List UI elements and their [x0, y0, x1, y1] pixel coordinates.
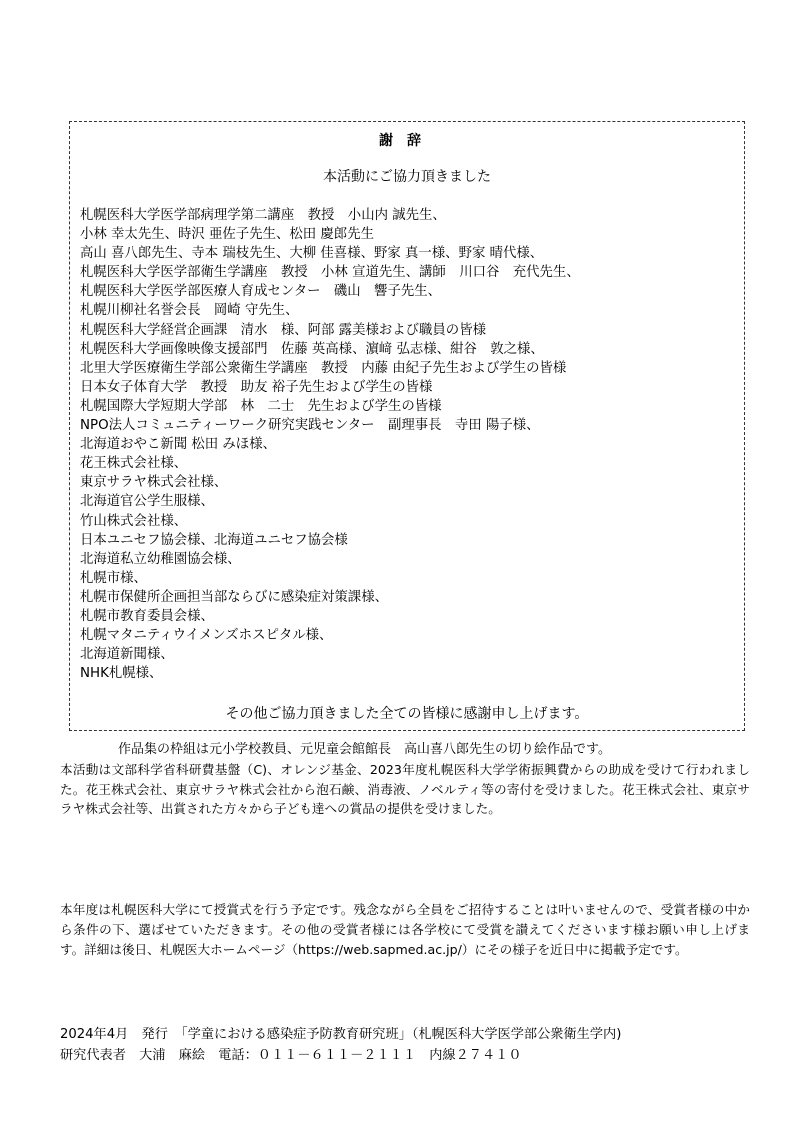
list-item: 札幌川柳社名誉会長 岡崎 守先生、 [80, 303, 299, 319]
list-item: 日本女子体育大学 教授 助友 裕子先生および学生の皆様 [80, 379, 433, 395]
list-item: 札幌市保健所企画担当部ならびに感染症対策課様、 [80, 589, 388, 605]
list-item: 北里大学医療衛生学部公衆衛生学講座 教授 内藤 由紀子先生および学生の皆様 [80, 360, 567, 376]
list-item: 東京サラヤ株式会社様、 [80, 475, 228, 491]
contributor-list [80, 206, 580, 683]
acknowledgments-intro: 本活動にご協力頂きました [323, 169, 491, 185]
publication-info: 2024年4月 発行 「学童における感染症予防教育研究班」（札幌医科大学医学部公衆衛生学内) [60, 1027, 622, 1042]
list-item: 日本ユニセフ協会様、北海道ユニセフ協会様 [80, 532, 348, 548]
list-item: 札幌医科大学医学部病理学第二講座 教授 小山内 誠先生、 [80, 208, 446, 223]
contact-info: 研究代表者 大浦 麻絵 電話：０１１－６１１－２１１１ 内線２７４１０ [60, 1048, 522, 1063]
list-item: 竹山株式会社様、 [80, 513, 188, 529]
list-item: 札幌市教育委員会様、 [80, 608, 214, 624]
list-item: 北海道私立幼稚園協会様、 [80, 551, 241, 567]
list-item: 花王株式会社様、 [80, 456, 188, 472]
list-item: NHK札幌様、 [80, 666, 163, 682]
list-item: 小林 幸太先生、時沢 亜佐子先生、松田 慶郎先生 [80, 227, 374, 243]
acknowledgments-box [69, 121, 745, 731]
funding-paragraph: 本活動は文部科学省科研費基盤（C)、オレンジ基金、2023年度札幌医科大学学術振興費からの助成を受けて行われました。花王株式会社、東京サラヤ株式会社から泡石鹸、消毒液、ノベルティ等の寄付を受けました。花王株式会社、東京サラヤ株式会社等、出賞された方々から子ども達への賞品の提供を受けました。 [60, 762, 750, 816]
list-item: NPO法人コミュニティーワーク研究実践センター 副理事長 寺田 陽子様、 [80, 418, 540, 434]
frame-credit: 作品集の枠組は元小学校教員、元児童会館館長 高山喜八郎先生の切り絵作品です。 [118, 742, 611, 757]
list-item: 札幌医科大学経営企画課 清水 様、阿部 露美様および職員の皆様 [80, 322, 486, 338]
list-item: 札幌医科大学医学部衛生学講座 教授 小林 宣道先生、講師 川口谷 充代先生、 [80, 265, 580, 281]
list-item: 札幌医科大学医学部医療人育成センター 磯山 響子先生、 [80, 284, 442, 300]
acknowledgments-title: 謝辞 [379, 133, 435, 149]
list-item: 札幌マタニティウイメンズホスピタル様、 [80, 628, 333, 644]
list-item: 北海道新聞様、 [80, 647, 174, 663]
list-item: 札幌医科大学画像映像支援部門 佐藤 英高様、濵﨑 弘志様、紺谷 敦之様、 [80, 341, 544, 357]
list-item: 高山 喜八郎先生、寺本 瑞枝先生、大柳 佳喜様、野家 真一様、野家 晴代様、 [80, 246, 544, 262]
list-item: 北海道官公学生服様、 [80, 494, 214, 510]
list-item: 札幌国際大学短期大学部 林 二士 先生および学生の皆様 [80, 398, 442, 414]
list-item: 北海道おやこ新聞 松田 みほ様、 [80, 437, 276, 453]
acknowledgments-closing: その他ご協力頂きました全ての皆様に感謝申し上げます。 [225, 706, 589, 722]
list-item: 札幌市様、 [80, 570, 147, 586]
publication-footer [60, 1024, 621, 1066]
award-ceremony-paragraph: 本年度は札幌医科大学にて授賞式を行う予定です。残念ながら全員をご招待することは叶いませんので、受賞者様の中から条件の下、選ばせていただきます。その他の受賞者様には各学校にて受賞を讃えてくださいます様お願い申し上げます。詳細は後日、札幌医大ホームページ（https://web.sapmed.ac.jp/）にその様子を近日中に掲載予定です。 [60, 902, 750, 957]
